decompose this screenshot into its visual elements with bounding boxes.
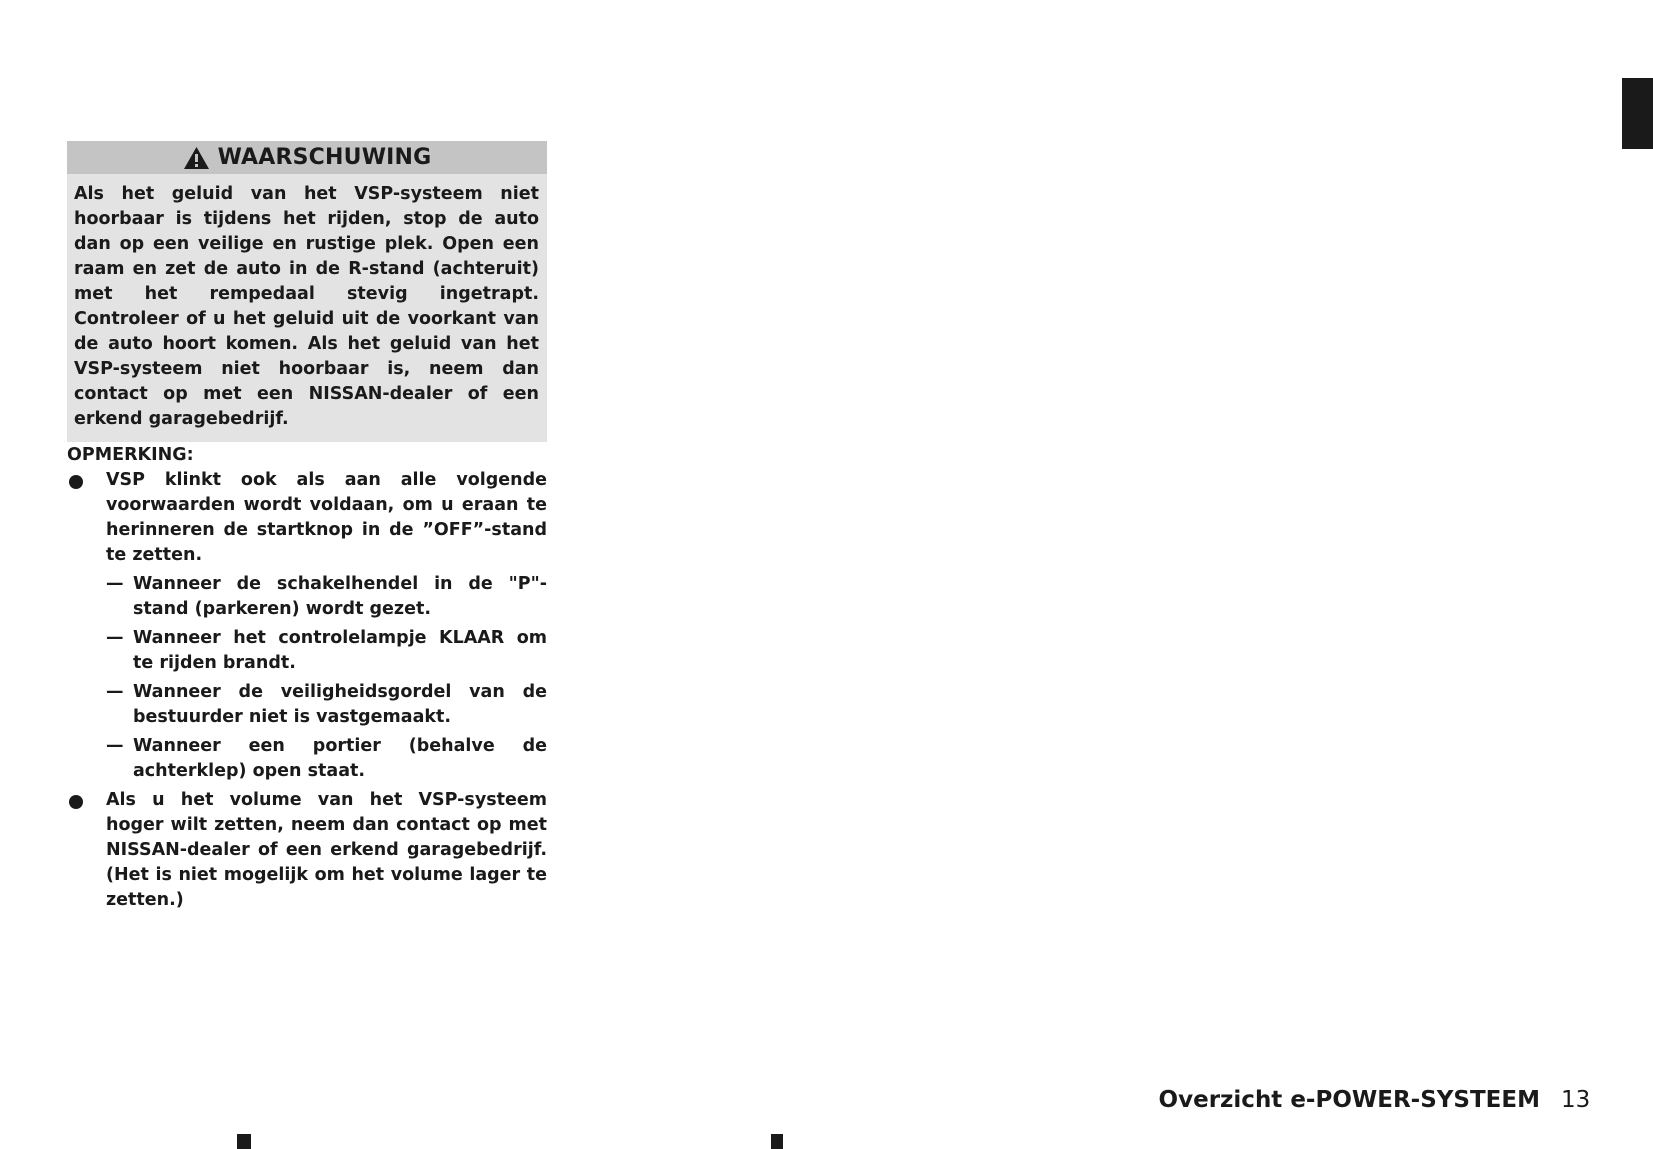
crop-mark <box>771 1134 783 1149</box>
dash-marker: — <box>106 682 124 702</box>
warning-header <box>67 141 547 174</box>
note-title: OPMERKING: <box>67 445 194 465</box>
crop-mark <box>237 1134 251 1149</box>
note-sub-item <box>106 572 547 622</box>
note-sub-item-text: Wanneer de schakelhendel in de "P"-stand (parkeren) wordt gezet. <box>133 574 547 619</box>
warning-box <box>67 141 547 442</box>
bullet-dot-icon <box>69 795 83 809</box>
note-sub-item <box>106 734 547 784</box>
note-sub-list <box>106 572 547 784</box>
bullet-dot-icon <box>69 475 83 489</box>
note-sub-item-text: Wanneer het controlelampje KLAAR om te rijden brandt. <box>133 628 547 673</box>
page-number: 13 <box>1561 1087 1591 1113</box>
warning-body: Als het geluid van het VSP-systeem niet hoorbaar is tijdens het rijden, stop de auto dan op een veilige en rustige plek. Open een raam en zet de auto in de R-stand (achteruit) met het rempedaal stevig ingetrapt. Controleer of u het geluid uit de voorkant van de auto hoort komen. Als het geluid van het VSP-systeem niet hoorbaar is, neem dan contact op met een NISSAN-dealer of een erkend garagebedrijf. <box>74 184 539 429</box>
dash-marker: — <box>106 628 124 648</box>
note-sub-item <box>106 680 547 730</box>
note-bullet-item <box>67 468 547 784</box>
note-sub-item-text: Wanneer de veiligheidsgordel van de bestuurder niet is vastgemaakt. <box>133 682 547 727</box>
note-bullet-text: Als u het volume van het VSP-systeem hoger wilt zetten, neem dan contact op met NISSAN-dealer of een erkend garagebedrijf. (Het is niet mogelijk om het volume lager te zetten.) <box>106 790 547 910</box>
note-sub-item-text: Wanneer een portier (behalve de achterklep) open staat. <box>133 736 547 781</box>
dash-marker: — <box>106 574 124 594</box>
chapter-tab-marker <box>1622 78 1653 149</box>
dash-marker: — <box>106 736 124 756</box>
note-bullet-text: VSP klinkt ook als aan alle volgende voorwaarden wordt voldaan, om u eraan te herinneren de startknop in de ”OFF”-stand te zetten. <box>106 470 547 565</box>
warning-triangle-icon <box>183 146 210 170</box>
note-bullet-item <box>67 788 547 913</box>
note-sub-item <box>106 626 547 676</box>
note-section <box>67 443 547 913</box>
warning-title: WAARSCHUWING <box>217 145 432 170</box>
footer-section-title: Overzicht e-POWER-SYSTEEM <box>1158 1087 1540 1113</box>
